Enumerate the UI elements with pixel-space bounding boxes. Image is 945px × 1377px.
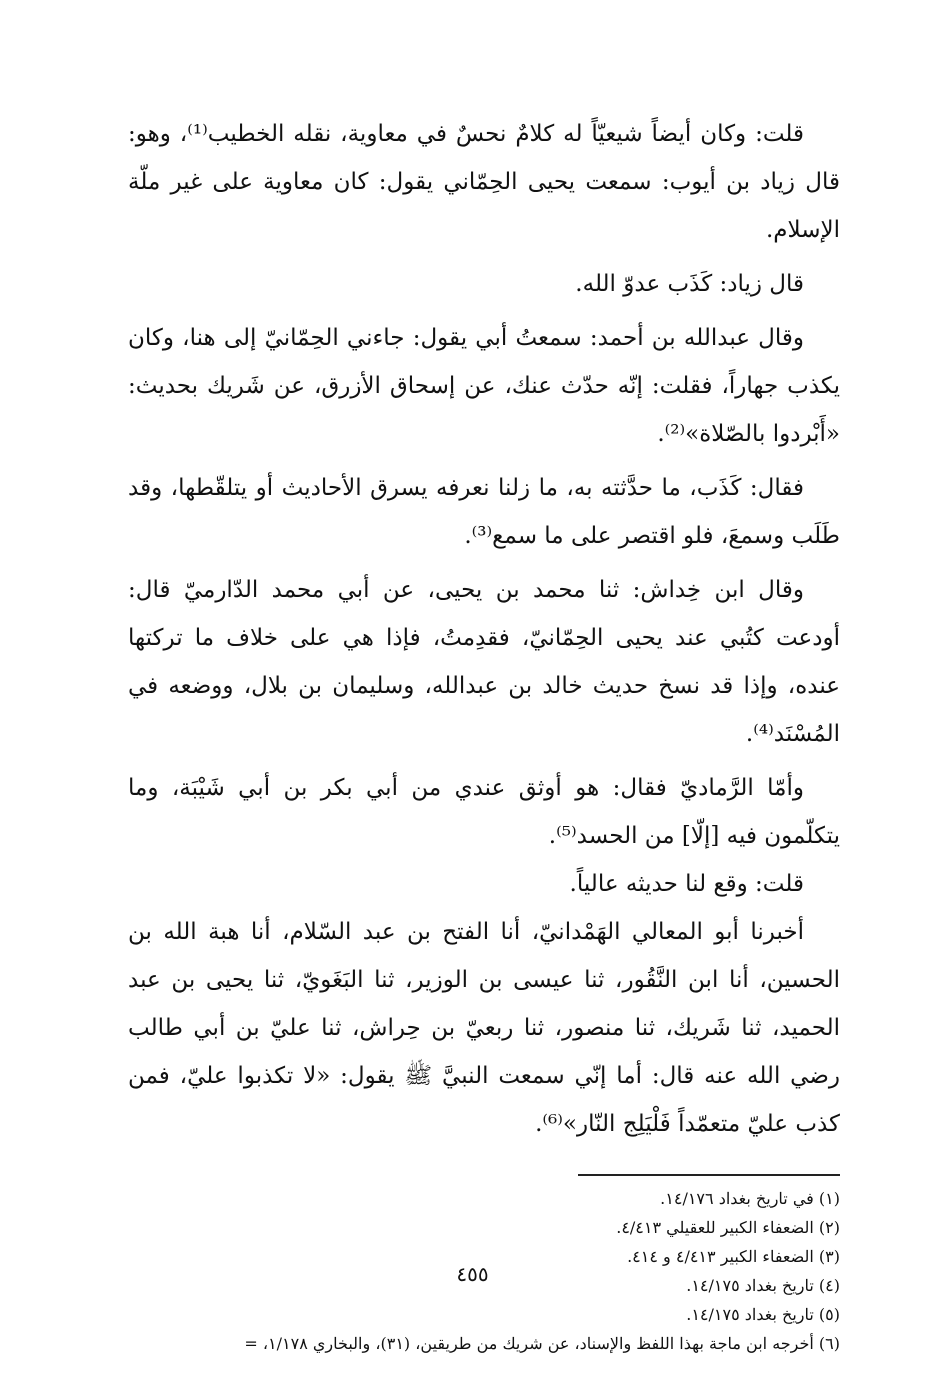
page-body — [128, 110, 840, 1358]
footnote-1: (١) في تاريخ بغداد ١٤/١٧٦. — [660, 1189, 840, 1208]
paragraph-1: قلت: وكان أيضاً شيعيّاً له كلامٌ نحسٌ في معاوية، نقله الخطيب⁽¹⁾، وهو: قال زياد بن أيوب: سمعت يحيى الحِمّاني يقول: كان معاوية على غير ملّة الإسلام. — [128, 121, 840, 243]
paragraph-7: قلت: وقع لنا حديثه عالياً. — [569, 871, 804, 897]
paragraph-4: فقال: كَذَب، ما حدَّثته به، ما زلنا نعرفه يسرق الأحاديث أو يتلقّطها، وقد طَلَب وسمعَ، فلو اقتصر على ما سمع⁽³⁾. — [128, 475, 840, 549]
paragraph-8: أخبرنا أبو المعالي الهَمْدانيّ، أنا الفتح بن عبد السّلام، أنا هبة الله بن الحسين، أنا ابن النَّقُور، ثنا عيسى بن الوزير، ثنا البَغَويّ، ثنا يحيى بن عبد الحميد، ثنا شَريك، ثنا منصور، ثنا ربعيّ بن حِراش، ثنا عليّ بن أبي طالب رضي الله عنه قال: أما إنّي سمعت النبيَّ ﷺ يقول: «لا تكذبوا عليّ، فمن كذب عليّ متعمّداً فَلْيَلِج النّار»⁽⁶⁾. — [128, 919, 840, 1137]
paragraph-5: وقال ابن خِداش: ثنا محمد بن يحيى، عن أبي محمد الدّارميّ قال: أودعت كتُبي عند يحيى الحِمّانيّ، فقدِمتُ، فإذا هي على خلاف ما تركتها عنده، وإذا قد نسخ حديث خالد بن عبدالله، وسليمان بن بلال، ووضعه في المُسْنَد⁽⁴⁾. — [128, 577, 840, 747]
paragraph-6: وأمّا الرَّماديّ فقال: هو أوثق عندي من أبي بكر بن أبي شَيْبَة، وما يتكلّمون فيه [إلّا] من الحسد⁽⁵⁾. — [128, 775, 840, 849]
paragraph-3: وقال عبدالله بن أحمد: سمعتُ أبي يقول: جاءني الحِمّانيّ إلى هنا، وكان يكذب جهاراً، فقلت: إنّه حدّث عنك، عن إسحاق الأزرق، عن شَريك بحديث: «أَبْردوا بالصّلاة»⁽²⁾. — [128, 325, 840, 447]
page-number: ٤٥٥ — [456, 1262, 489, 1286]
footnote-divider — [578, 1174, 840, 1176]
footnote-6: (٦) أخرجه ابن ماجة بهذا اللفظ والإسناد، عن شريك من طريقين، (٣١)، والبخاري ١/١٧٨، = — [244, 1334, 840, 1353]
footnote-3: (٣) الضعفاء الكبير ٤/٤١٣ و ٤١٤. — [627, 1247, 840, 1266]
footnote-5: (٥) تاريخ بغداد ١٤/١٧٥. — [686, 1305, 840, 1324]
footnote-4: (٤) تاريخ بغداد ١٤/١٧٥. — [686, 1276, 840, 1295]
footnote-2: (٢) الضعفاء الكبير للعقيلي ٤/٤١٣. — [616, 1218, 840, 1237]
paragraph-2: قال زياد: كَذَب عدوّ الله. — [575, 271, 804, 297]
